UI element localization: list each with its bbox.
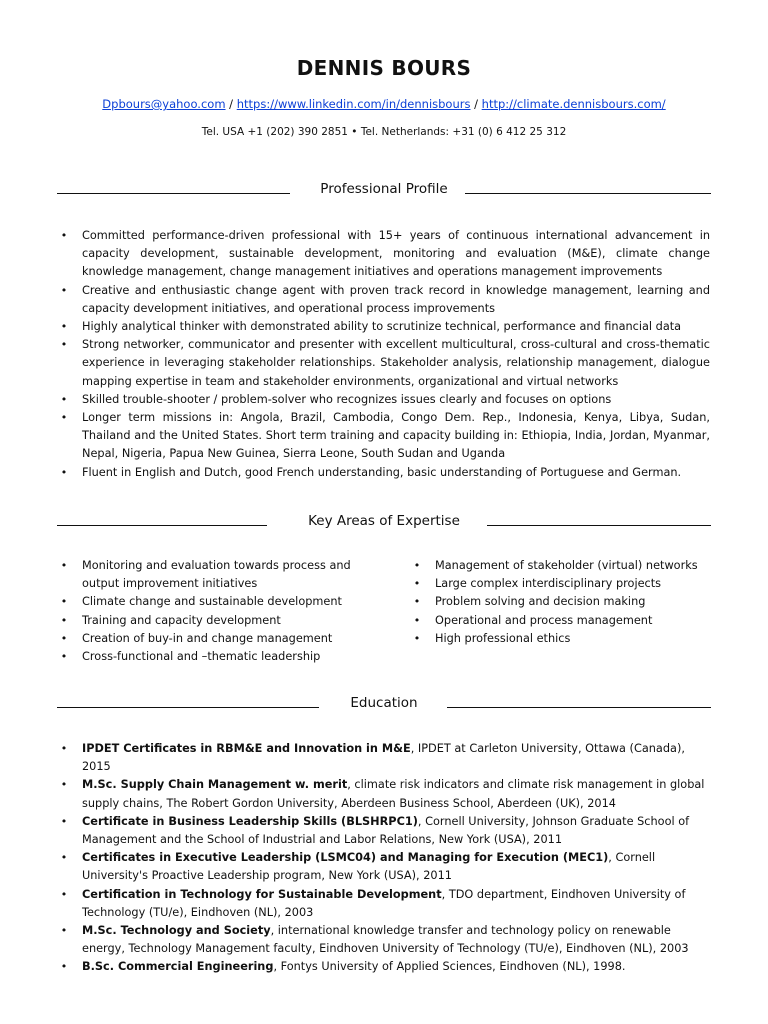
divider-line: [447, 707, 711, 708]
education-entry-text: [82, 742, 685, 773]
bullet-icon: •: [60, 814, 68, 828]
section-title: Education: [350, 695, 418, 711]
bullet-icon: •: [60, 595, 68, 609]
bullet-icon: •: [60, 465, 68, 479]
degree-details: , IPDET at Carleton University, Ottawa (Canada), 2015: [82, 742, 685, 774]
degree-title: B.Sc. Commercial Engineering: [82, 960, 274, 974]
education-entry: [58, 776, 710, 812]
list-item: [58, 557, 368, 593]
education-entry: [58, 813, 710, 849]
section-title: Key Areas of Expertise: [308, 513, 460, 529]
degree-title: M.Sc. Technology and Society: [82, 924, 271, 938]
bullet-icon: •: [60, 851, 68, 865]
list-item-text: Operational and process management: [435, 613, 653, 627]
divider-line: [465, 193, 711, 194]
list-item-text: Training and capacity development: [82, 613, 281, 627]
list-item: [411, 557, 721, 575]
list-item-text: Strong networker, communicator and presenter with excellent multicultural, cross-cultural and cross-thematic experience in leveraging stakeholder relationships. Stakeholder analysis, relationship management, dialogue mapping expertise in team and stakeholder environments, organizational and virtual networks: [82, 338, 710, 388]
bullet-icon: •: [60, 650, 68, 664]
section-header-profile: [0, 181, 768, 201]
bullet-icon: •: [60, 320, 68, 334]
degree-title: Certification in Technology for Sustainable Development: [82, 887, 442, 901]
education-entry-text: [82, 924, 689, 955]
bullet-icon: •: [60, 613, 68, 627]
list-item: [411, 630, 721, 648]
list-item: [58, 336, 710, 391]
section-title: Professional Profile: [320, 181, 448, 197]
list-item: [58, 227, 710, 282]
list-item-text: Climate change and sustainable development: [82, 595, 342, 609]
list-item-text: High professional ethics: [435, 631, 571, 645]
contact-links: [0, 97, 768, 111]
section-header-education: [0, 695, 768, 715]
list-item-text: Cross-functional and –thematic leadership: [82, 650, 321, 664]
education-entry: [58, 849, 710, 885]
linkedin-link[interactable]: https://www.linkedin.com/in/dennisbours: [236, 97, 471, 111]
degree-title: IPDET Certificates in RBM&E and Innovation in M&E: [82, 742, 411, 755]
education-entry-text: [82, 778, 704, 809]
list-item-text: Creation of buy-in and change management: [82, 631, 333, 645]
bullet-icon: •: [60, 631, 68, 645]
list-item-text: Management of stakeholder (virtual) networks: [435, 559, 698, 572]
bullet-icon: •: [60, 229, 68, 242]
list-item: [58, 282, 710, 318]
degree-title: Certificate in Business Leadership Skills (BLSHRPC1): [82, 814, 418, 828]
email-link[interactable]: Dpbours@yahoo.com: [102, 97, 226, 111]
expertise-list-right: [411, 557, 721, 648]
bullet-icon: •: [60, 778, 68, 792]
bullet-icon: •: [60, 283, 68, 297]
list-item-text: Skilled trouble-shooter / problem-solver who recognizes issues clearly and focuses on options: [82, 392, 612, 406]
list-item-text: Problem solving and decision making: [435, 595, 646, 609]
bullet-icon: •: [60, 924, 68, 938]
profile-list: [58, 227, 710, 482]
list-item: [58, 464, 710, 482]
education-entry: [58, 922, 710, 958]
bullet-icon: •: [413, 613, 421, 627]
degree-details: , international knowledge transfer and technology policy on renewable energy, Technology Management faculty, Eindhoven University of Technology (TU/e), Eindhoven (NL), 2003: [82, 924, 689, 956]
list-item: [411, 593, 721, 611]
education-entry: [58, 740, 710, 776]
degree-title: M.Sc. Supply Chain Management w. merit: [82, 778, 348, 792]
education-entry: [58, 958, 710, 976]
website-link[interactable]: http://climate.dennisbours.com/: [481, 97, 666, 111]
education-entry-text: [82, 888, 685, 919]
education-entry-text: [82, 851, 655, 882]
list-item-text: Highly analytical thinker with demonstrated ability to scrutinize technical, performance and financial data: [82, 320, 682, 334]
bullet-icon: •: [60, 559, 68, 572]
degree-title: Certificates in Executive Leadership (LSMC04) and Managing for Execution (MEC1): [82, 851, 609, 865]
education-list: [58, 740, 710, 977]
bullet-icon: •: [60, 392, 68, 406]
bullet-icon: •: [60, 338, 68, 352]
expertise-list-left: [58, 557, 368, 666]
degree-details: , Fontys University of Applied Sciences, Eindhoven (NL), 1998.: [273, 960, 626, 974]
degree-details: , Cornell University, Johnson Graduate School of Management and the School of Industrial and Labor Relations, New York (USA), 2011: [82, 814, 690, 847]
list-item-text: Large complex interdisciplinary projects: [435, 577, 662, 591]
degree-details: , TDO department, Eindhoven University of Technology (TU/e), Eindhoven (NL), 2003: [82, 887, 686, 919]
education-entry: [58, 886, 710, 922]
separator: /: [470, 97, 482, 111]
candidate-name: DENNIS BOURS: [296, 56, 472, 80]
list-item-text: Monitoring and evaluation towards process and output improvement initiatives: [82, 559, 351, 591]
bullet-icon: •: [413, 577, 421, 591]
list-item: [58, 612, 368, 630]
divider-line: [487, 525, 711, 526]
degree-details: , Cornell University's Proactive Leadership program, New York (USA), 2011: [82, 851, 656, 883]
list-item: [411, 575, 721, 593]
list-item: [58, 391, 710, 409]
phone-numbers: Tel. USA +1 (202) 390 2851 • Tel. Netherlands: +31 (0) 6 412 25 312: [201, 126, 567, 138]
list-item-text: Creative and enthusiastic change agent with proven track record in knowledge management, learning and capacity development initiatives, and operational process improvements: [82, 283, 710, 315]
bullet-icon: •: [60, 742, 68, 755]
list-item-text: Fluent in English and Dutch, good French understanding, basic understanding of Portuguese and German.: [82, 465, 682, 479]
list-item: [58, 593, 368, 611]
list-item: [58, 630, 368, 648]
education-entry-text: [82, 960, 626, 973]
list-item: [58, 318, 710, 336]
bullet-icon: •: [60, 411, 68, 425]
bullet-icon: •: [413, 559, 421, 572]
list-item: [58, 409, 710, 464]
bullet-icon: •: [60, 887, 68, 901]
list-item-text: Committed performance-driven professional with 15+ years of continuous international advancement in capacity development, sustainable development, monitoring and evaluation (M&E), climate change knowledge management, change management initiatives and operations management improvements: [82, 229, 710, 279]
section-header-expertise: [0, 513, 768, 533]
education-entry-text: [82, 815, 689, 846]
degree-details: , climate risk indicators and climate risk management in global supply chains, The Robert Gordon University, Aberdeen Business School, Aberdeen (UK), 2014: [82, 778, 705, 810]
list-item-text: Longer term missions in: Angola, Brazil, Cambodia, Congo Dem. Rep., Indonesia, Kenya, Libya, Sudan, Thailand and the United States. Short term training and capacity building in: Ethiopia, India, Jordan, Myanmar, Nepal, Nigeria, Papua New Guinea, Sierra Leone, South Sudan and Uganda: [82, 411, 710, 461]
separator: /: [225, 97, 237, 111]
bullet-icon: •: [413, 595, 421, 609]
list-item: [411, 612, 721, 630]
bullet-icon: •: [413, 631, 421, 645]
bullet-icon: •: [60, 960, 68, 974]
list-item: [58, 648, 368, 666]
